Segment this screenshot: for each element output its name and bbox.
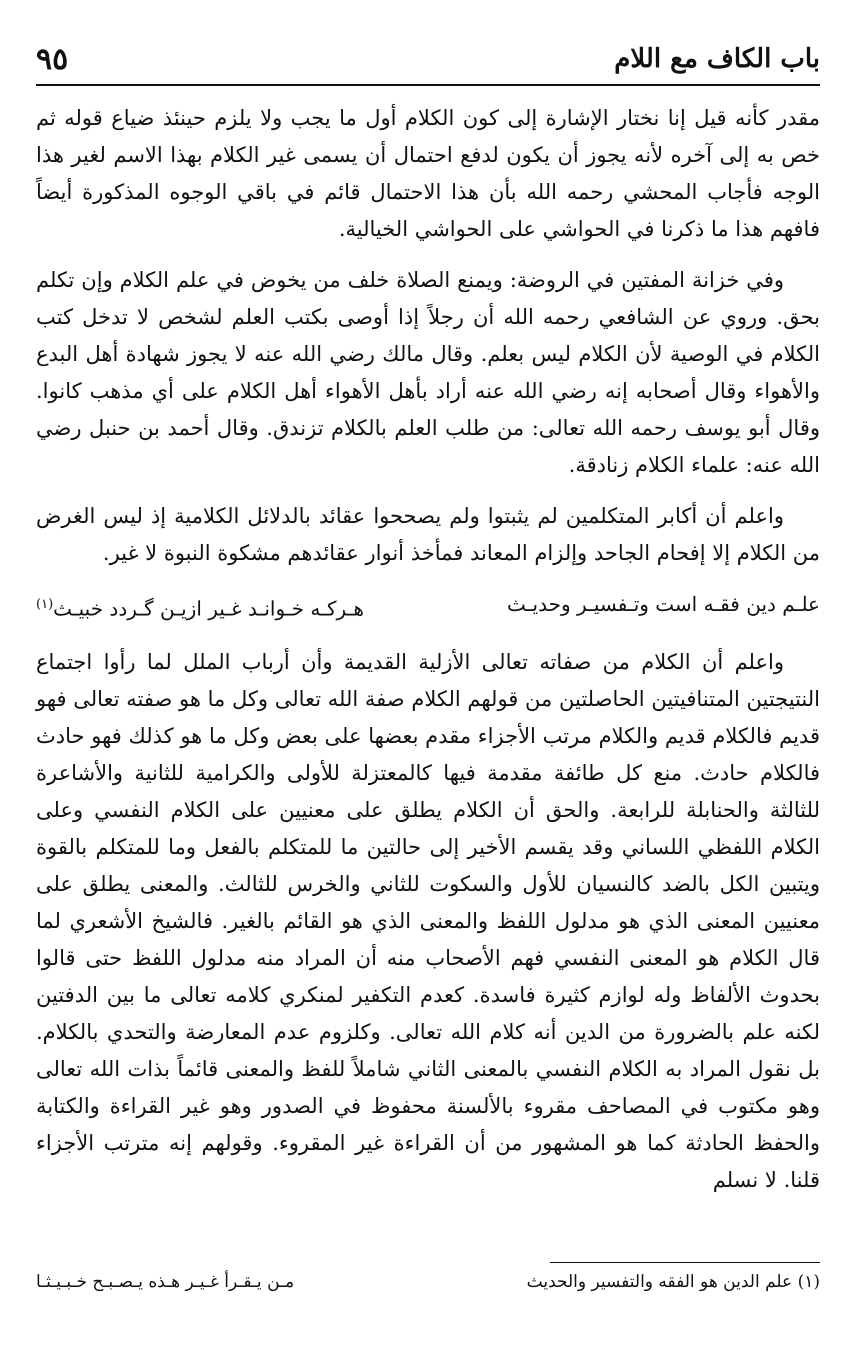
paragraph: وفي خزانة المفتين في الروضة: ويمنع الصلاة خلف من يخوض في علم الكلام وإن تكلم بحق. وروي عن الشافعي رحمه الله أن رجلاً إذا أوصى بكتب العلم لشخص لا تدخل كتب الكلام في الوصية لأن الكلام ليس بعلم. وقال مالك رضي الله عنه لا يجوز شهادة أهل البدع والأهواء وقال أصحابه إنه رضي الله عنه أراد بأهل الأهواء أهل الكلام على أي مذهب كانوا. وقال أبو يوسف رحمه الله تعالى: من طلب العلم بالكلام تزندق. وقال أحمد بن حنبل رضي الله عنه: علماء الكلام زنادقة. (36, 268, 820, 477)
footnote-text-second-half: مـن يـقـرأ غـيـر هـذه يـصـبـح خـبـيـثـا (36, 1272, 295, 1292)
footnote-marker: (١) (36, 597, 54, 612)
persian-verse (36, 586, 820, 628)
main-text (36, 100, 820, 1213)
verse-second-hemistich (36, 586, 364, 628)
footnote (36, 1272, 820, 1292)
footnote-text: (١) علم الدين هو الفقه والتفسير والحديث (526, 1272, 820, 1292)
paragraph: مقدر كأنه قيل إنا نختار الإشارة إلى كون الكلام أول ما يجب ولا يلزم حينئذ ضياع قوله ثم خص به إلى آخره لأنه يجوز أن يكون لدفع احتمال أن يسمى غير الكلام بهذا الاسم لغير هذا الوجه فأجاب المحشي رحمه الله بأن هذا الاحتمال قائم في باقي الوجوه المذكورة أيضاً فافهم هذا ما ذكرنا في الحواشي على الحواشي الخيالية. (36, 106, 820, 241)
paragraph: واعلم أن الكلام من صفاته تعالى الأزلية القديمة وأن أرباب الملل لما رأوا اجتماع النتيجتين المتنافيتين الحاصلتين من قولهم الكلام صفة الله تعالى وكل ما هو صفته تعالى فهو قديم فالكلام قديم والكلام مرتب الأجزاء مقدم بعضها على بعض وكل ما هو كذلك فهو حادث فالكلام حادث. منع كل طائفة مقدمة فيها كالمعتزلة للأولى والكرامية للثانية والأشاعرة للثالثة والحنابلة للرابعة. والحق أن الكلام يطلق على معنيين على الكلام النفسي وعلى الكلام اللفظي اللساني وقد يقسم الأخير إلى حالتين ما للمتكلم بالفعل وما للمتكلم بالقوة ويتبين الكل بالضد كالنسيان للأول والسكوت للثاني والخرس للثالث. والمعنى يطلق على معنيين المعنى الذي هو مدلول اللفظ والمعنى الذي هو القائم بالغير. فالشيخ الأشعري لما قال الكلام هو المعنى النفسي فهم الأصحاب منه أن المراد منه مدلول اللفظ حتى قالوا بحدوث الألفاظ وله لوازم كثيرة فاسدة. كعدم التكفير لمنكري كلامه تعالى ما بين الدفتين لكنه علم بالضرورة من الدين أنه كلام الله تعالى. وكلزوم عدم المعارضة والتحدي بالكلام. بل نقول المراد به الكلام النفسي بالمعنى الثاني شاملاً للفظ والمعنى قائماً بذات الله تعالى وهو مكتوب في المصاحف مقروء بالألسنة محفوظ في الصدور وهو غير القراءة والكتابة والحفظ الحادثة كما هو المشهور من أن القراءة غير المقروء. وقولهم إنه مترتب الأجزاء قلنا. لا نسلم (36, 649, 820, 1192)
paragraph: واعلم أن أكابر المتكلمين لم يثبتوا ولم يصححوا عقائد بالدلائل الكلامية إذ ليس الغرض من الكلام إلا إفحام الجاحد وإلزام المعاند فمأخذ أنوار عقائدهم مشكوة النبوة لا غير. (36, 504, 820, 565)
running-title: باب الكاف مع اللام (614, 44, 820, 74)
verse-first-hemistich: علـم دين فقـه است وتـفسيـر وحديـث (507, 592, 820, 616)
page-number: ٩٥ (36, 42, 69, 77)
verse-second-hemistich-text: هـركـه خـوانـد غـير ازيـن گـردد خبيـث (53, 596, 364, 621)
footnote-divider (550, 1262, 820, 1263)
page-header (36, 40, 820, 86)
